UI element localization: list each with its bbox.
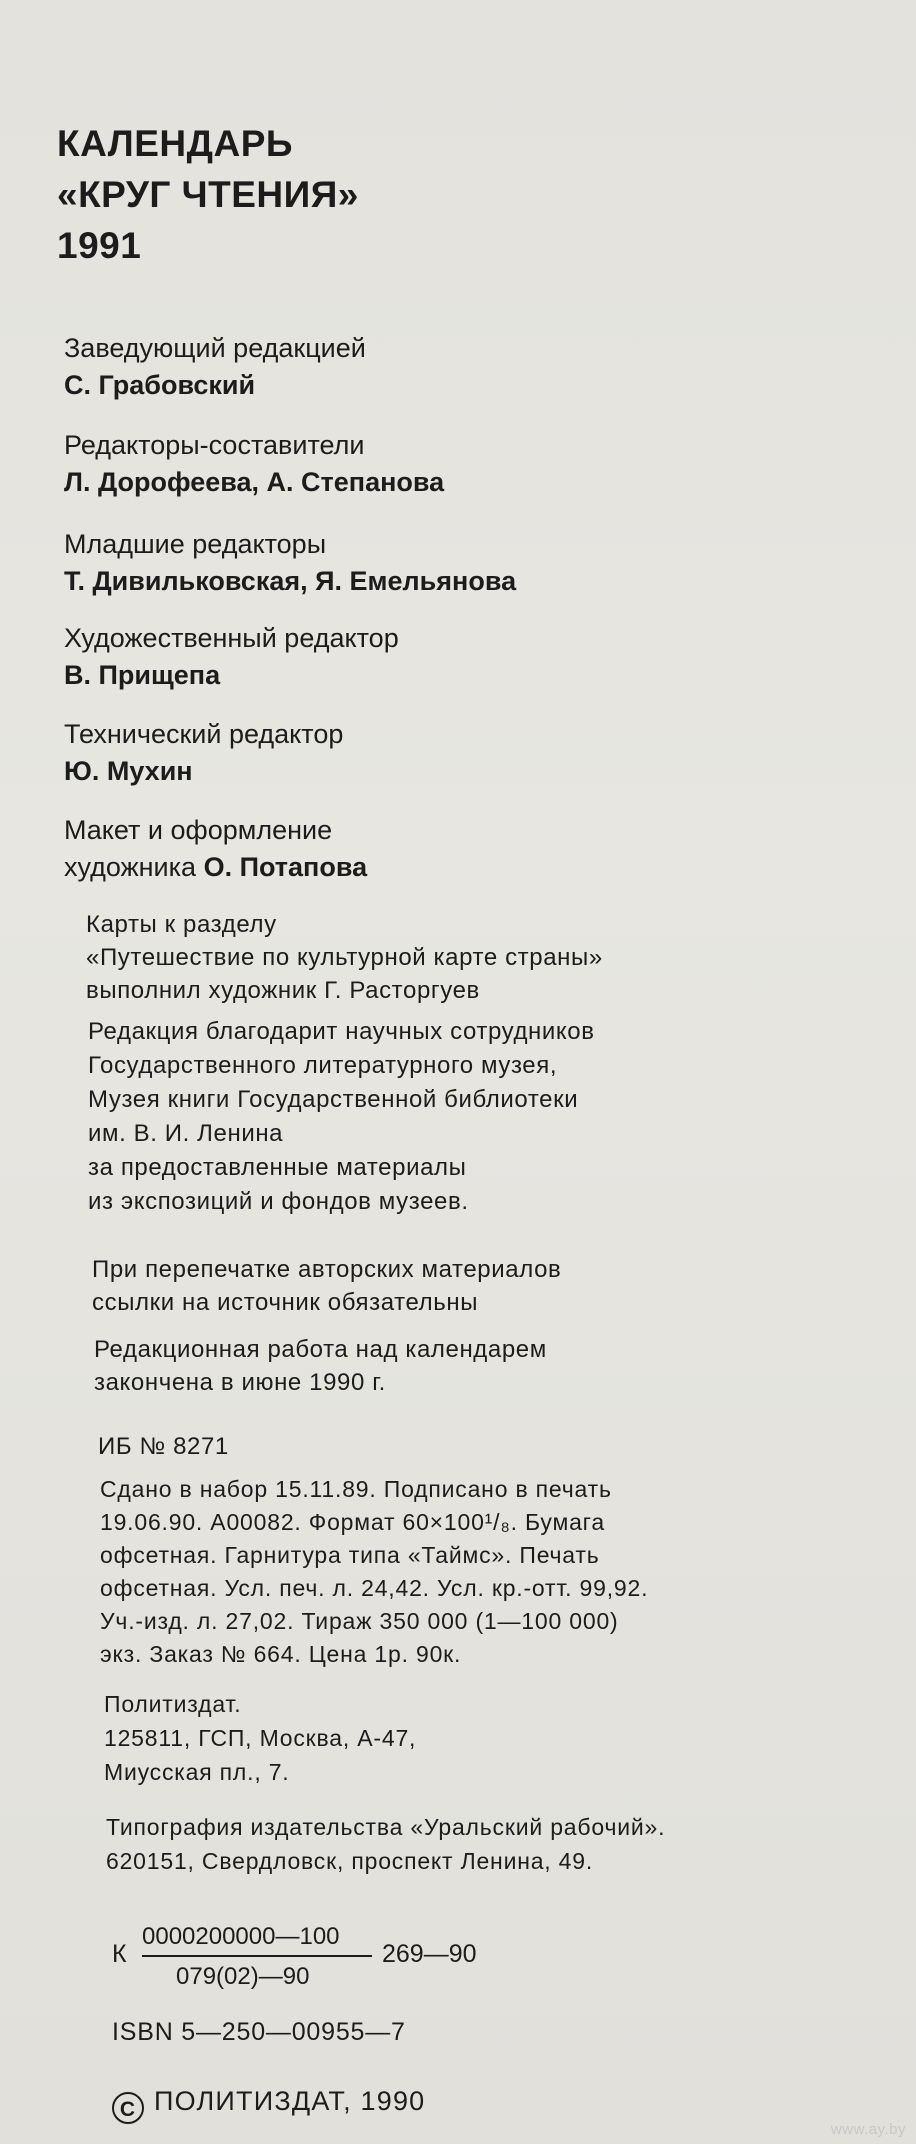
credit-names: Т. Дивильковская, Я. Емельянова	[64, 566, 517, 596]
maps-credit-line-3: выполнил художник Г. Расторгуев	[86, 977, 480, 1004]
publisher-address	[104, 1687, 416, 1789]
acknowledgement-line: Государственного литературного музея,	[88, 1052, 558, 1079]
maps-credit-line-1: Карты к разделу	[86, 911, 277, 938]
acknowledgement-line: из экспозиций и фондов музеев.	[88, 1188, 469, 1215]
catalog-numerator: 0000200000—100	[142, 1923, 340, 1950]
copyright-text: ПОЛИТИЗДАТ, 1990	[154, 2086, 426, 2116]
credit-role: Макет и оформление	[64, 815, 333, 845]
publisher-line: 125811, ГСП, Москва, А-47,	[104, 1725, 417, 1751]
printer-line: 620151, Свердловск, проспект Ленина, 49.	[106, 1848, 594, 1874]
fraction-bar	[142, 1955, 372, 1957]
credit-tech-editor	[64, 716, 343, 790]
catalog-denominator: 079(02)—90	[176, 1963, 310, 1990]
watermark: www.ay.by	[830, 2121, 906, 2138]
credit-role: Редакторы-составители	[64, 430, 365, 460]
acknowledgement-line: Музея книги Государственной библиотеки	[88, 1086, 579, 1113]
copyright-icon: C	[112, 2092, 144, 2124]
book-title	[57, 118, 359, 271]
ib-number: ИБ № 8271	[98, 1433, 229, 1460]
imprint-line: офсетная. Гарнитура типа «Таймс». Печать	[100, 1542, 600, 1568]
publisher-line: Политиздат.	[104, 1691, 242, 1717]
printer-address	[106, 1810, 665, 1878]
isbn: ISBN 5—250—00955—7	[112, 2018, 406, 2046]
maps-credit-line-2: «Путешествие по культурной карте страны»	[86, 944, 603, 971]
credit-layout-design	[64, 812, 367, 886]
maps-credit	[86, 908, 603, 1007]
acknowledgement-line: Редакция благодарит научных сотрудников	[88, 1018, 595, 1045]
credit-chief-editor	[64, 330, 366, 404]
credit-role: Заведующий редакцией	[64, 333, 366, 363]
credit-compilers	[64, 427, 444, 501]
editorial-note-line: закончена в июне 1990 г.	[94, 1369, 386, 1396]
acknowledgement-line: за предоставленные материалы	[88, 1154, 467, 1181]
credit-role: Технический редактор	[64, 719, 344, 749]
imprint-line: офсетная. Усл. печ. л. 24,42. Усл. кр.-отт. 99,92.	[100, 1575, 649, 1601]
copyright-line	[112, 2086, 425, 2124]
credit-role-line-2	[64, 849, 367, 886]
credit-names: Л. Дорофеева, А. Степанова	[64, 467, 445, 497]
credit-names: В. Прищепа	[64, 660, 221, 690]
title-year: 1991	[57, 225, 142, 266]
title-line-2: «КРУГ ЧТЕНИЯ»	[57, 174, 359, 215]
reprint-note-line: ссылки на источник обязательны	[92, 1289, 479, 1316]
acknowledgement-line: им. В. И. Ленина	[88, 1120, 284, 1147]
publisher-line: Миусская пл., 7.	[104, 1759, 290, 1785]
catalog-suffix: 269—90	[382, 1940, 477, 1968]
credit-role: Художественный редактор	[64, 623, 399, 653]
printer-line: Типография издательства «Уральский рабочий».	[106, 1814, 666, 1840]
imprint-line: Уч.-изд. л. 27,02. Тираж 350 000 (1—100 000)	[100, 1608, 619, 1634]
credit-names: Ю. Мухин	[64, 756, 193, 786]
imprint-line: 19.06.90. А00082. Формат 60×100¹/₈. Бумага	[100, 1509, 605, 1535]
imprint-line: экз. Заказ № 664. Цена 1р. 90к.	[100, 1641, 462, 1667]
credit-role: Младшие редакторы	[64, 529, 327, 559]
editorial-completion-note	[94, 1333, 547, 1399]
credit-art-editor	[64, 620, 399, 694]
credit-junior-editors	[64, 526, 516, 600]
credit-names: С. Грабовский	[64, 370, 256, 400]
print-imprint	[100, 1473, 648, 1671]
acknowledgement	[88, 1015, 595, 1219]
credit-role-prefix: художника	[64, 852, 197, 882]
title-line-1: КАЛЕНДАРЬ	[57, 123, 293, 164]
credit-names: О. Потапова	[203, 852, 368, 882]
reprint-note	[92, 1253, 561, 1319]
editorial-note-line: Редакционная работа над календарем	[94, 1336, 547, 1363]
catalog-letter: К	[112, 1940, 127, 1968]
imprint-line: Сдано в набор 15.11.89. Подписано в печать	[100, 1476, 612, 1502]
reprint-note-line: При перепечатке авторских материалов	[92, 1256, 562, 1283]
